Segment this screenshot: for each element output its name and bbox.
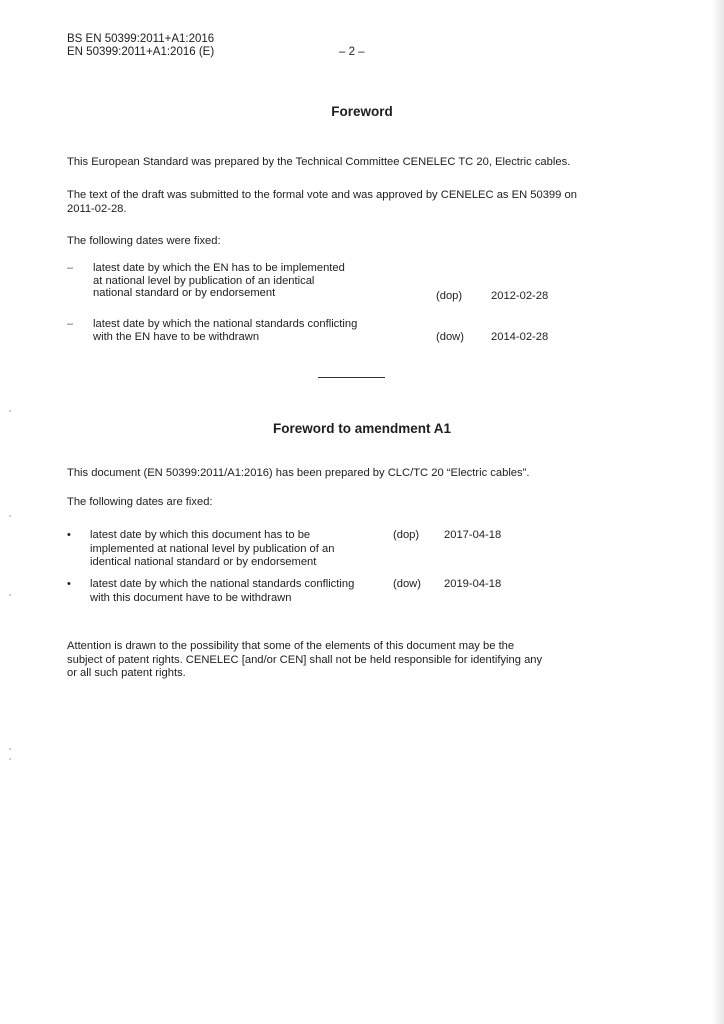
foreword-dates-intro: The following dates were fixed: [67, 235, 221, 247]
foreword-item-dop-code: (dop) [436, 290, 463, 302]
item-line: at national level by publication of an identical [93, 274, 315, 287]
scan-speck [9, 594, 11, 596]
dash-marker: – [67, 318, 74, 330]
header-page-number: – 2 – [339, 46, 365, 58]
amendment-item-dop-code: (dop) [393, 529, 420, 541]
attention-line: subject of patent rights. CENELEC [and/or CEN] shall not be held responsible for identifying any [67, 653, 543, 666]
scan-speck [9, 410, 11, 412]
amendment-dates-intro: The following dates are fixed: [67, 496, 213, 508]
foreword-item-dow-date: 2014-02-28 [491, 331, 549, 343]
foreword-title: Foreword [331, 104, 393, 119]
amendment-item-dop-date: 2017-04-18 [444, 529, 502, 541]
header-standard-id-e: EN 50399:2011+A1:2016 (E) [67, 46, 215, 58]
foreword-paragraph-2-line-1: The text of the draft was submitted to the formal vote and was approved by CENELEC as EN 50399 on [67, 189, 577, 201]
amendment-item-dow-code: (dow) [393, 578, 421, 590]
foreword-paragraph-2 [67, 189, 642, 216]
item-line: identical national standard or by endorsement [90, 556, 317, 568]
item-line: national standard or by endorsement [93, 287, 276, 299]
item-line: with the EN have to be withdrawn [93, 330, 260, 343]
amendment-item-dop-text [90, 529, 390, 570]
foreword-paragraph-2-line-2: 2011-02-28. [67, 202, 127, 215]
item-line: latest date by which this document has to be [90, 529, 311, 541]
amendment-title: Foreword to amendment A1 [272, 421, 452, 436]
scan-speck [9, 515, 11, 517]
header-standard-id: BS EN 50399:2011+A1:2016 [67, 33, 215, 45]
foreword-paragraph-1: This European Standard was prepared by the Technical Committee CENELEC TC 20, Electric cables. [67, 156, 571, 168]
dash-marker: – [67, 262, 74, 274]
attention-line: Attention is drawn to the possibility that some of the elements of this document may be the [67, 640, 515, 652]
attention-line: or all such patent rights. [67, 667, 186, 679]
item-line: latest date by which the EN has to be implemented [93, 262, 345, 274]
foreword-item-dop-text [93, 262, 423, 300]
bullet-marker: • [67, 529, 71, 541]
item-line: with this document have to be withdrawn [90, 591, 292, 604]
bullet-marker: • [67, 578, 71, 590]
amendment-paragraph-1: This document (EN 50399:2011/A1:2016) has been prepared by CLC/TC 20 “Electric cables”. [67, 467, 530, 479]
page-edge-shadow [712, 0, 724, 1024]
item-line: latest date by which the national standards conflicting [93, 318, 358, 330]
foreword-item-dop-date: 2012-02-28 [491, 290, 549, 302]
amendment-item-dow-text [90, 578, 390, 605]
foreword-item-dow-code: (dow) [436, 331, 464, 343]
item-line: latest date by which the national standards conflicting [90, 578, 355, 590]
scan-speck [9, 748, 11, 750]
item-line: implemented at national level by publication of an [90, 542, 335, 555]
foreword-item-dow-text [93, 318, 423, 343]
amendment-item-dow-date: 2019-04-18 [444, 578, 502, 590]
patent-attention-paragraph [67, 640, 607, 681]
scan-speck [9, 758, 11, 760]
section-separator [318, 377, 385, 378]
